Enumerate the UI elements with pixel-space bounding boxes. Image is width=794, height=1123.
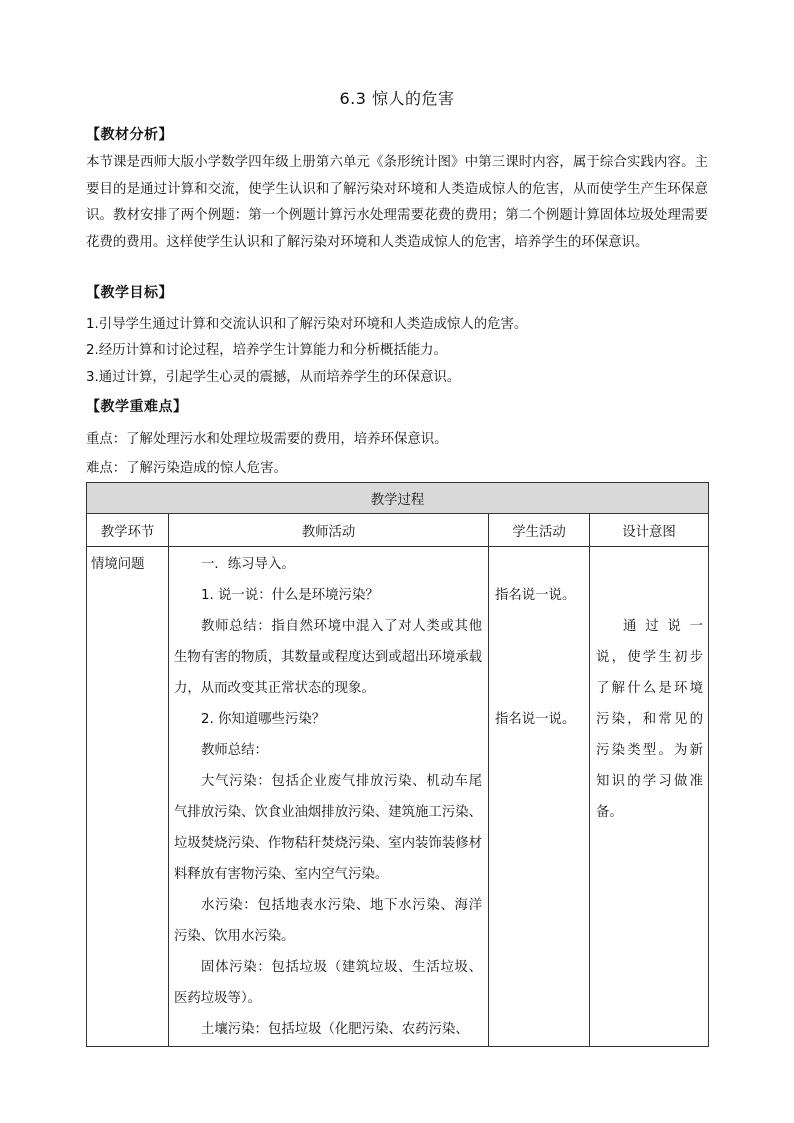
student-line: 指名说一说。: [495, 712, 576, 727]
teacher-line: 教师总结：指自然环境中混入了对人类或其他生物有害的物质，其数量或程度达到或超出环境承载力，从而改变其正常状态的现象。: [174, 619, 482, 696]
teacher-line: 教师总结：: [201, 743, 268, 758]
teacher-line: 2. 你知道哪些污染？: [201, 712, 326, 727]
teacher-line: 土壤污染：包括垃圾（化肥污染、农药污染、: [201, 1022, 469, 1037]
stage-cell: [87, 547, 169, 1047]
column-header-intent: 设计意图: [590, 514, 709, 547]
column-header-stage: 教学环节: [87, 514, 169, 547]
intent-text: 通过说一说，使学生初步了解什么是环境污染，和常见的污染类型。为新知识的学习做准备。: [596, 619, 703, 820]
page-title: 6.3 惊人的危害: [339, 89, 455, 108]
keypoints-heading: 【教学重难点】: [86, 399, 188, 415]
teacher-line: 大气污染：包括企业废气排放污染、机动车尾气排放污染、饮食业油烟排放污染、建筑施工污染、垃圾焚烧污染、作物秸秆焚烧污染、室内装饰装修材料释放有害物污染、室内空气污染。: [174, 774, 482, 882]
difficult-point: 难点：了解污染造成的惊人危害。: [86, 461, 287, 476]
column-header-student: 学生活动: [489, 514, 590, 547]
goal-item: 1.引导学生通过计算和交流认识和了解污染对环境和人类造成惊人的危害。: [86, 317, 528, 332]
student-activity-cell: [489, 547, 590, 1047]
teacher-line: 固体污染：包括垃圾（建筑垃圾、生活垃圾、医药垃圾等）。: [174, 960, 482, 1006]
column-header-teacher: 教师活动: [169, 514, 489, 547]
table-caption: 教学过程: [87, 483, 709, 514]
stage-label: 情境问题: [91, 557, 145, 572]
design-intent-cell: [590, 547, 709, 1047]
teacher-line: 1. 说一说：什么是环境污染？: [201, 588, 379, 603]
student-line: 指名说一说。: [495, 588, 576, 603]
goal-item: 2.经历计算和讨论过程，培养学生计算能力和分析概括能力。: [86, 343, 447, 358]
table-caption-row: [87, 483, 709, 514]
teaching-process-table: [86, 482, 709, 1047]
goals-heading: 【教学目标】: [86, 285, 173, 301]
key-point: 重点：了解处理污水和处理垃圾需要的费用，培养环保意识。: [86, 432, 448, 447]
teacher-line: 一．练习导入。: [201, 557, 295, 572]
table-header-row: [87, 514, 709, 547]
analysis-text: 本节课是西师大版小学数学四年级上册第六单元《条形统计图》中第三课时内容，属于综合实践内容。主要目的是通过计算和交流，使学生认识和了解污染对环境和人类造成惊人的危害，从而使学生产生环保意识。教材安排了两个例题：第一个例题计算污水处理需要花费的费用；第二个例题计算固体垃圾处理需要花费的费用。这样使学生认识和了解污染对环境和人类造成惊人的危害，培养学生的环保意识。: [86, 155, 708, 250]
table-row: [87, 547, 709, 1047]
teacher-activity-cell: [169, 547, 489, 1047]
analysis-paragraph: [86, 150, 708, 256]
teacher-line: 水污染：包括地表水污染、地下水污染、海洋污染、饮用水污染。: [174, 898, 482, 944]
goal-item: 3.通过计算，引起学生心灵的震撼，从而培养学生的环保意识。: [86, 370, 461, 385]
analysis-heading: 【教材分析】: [86, 127, 173, 143]
